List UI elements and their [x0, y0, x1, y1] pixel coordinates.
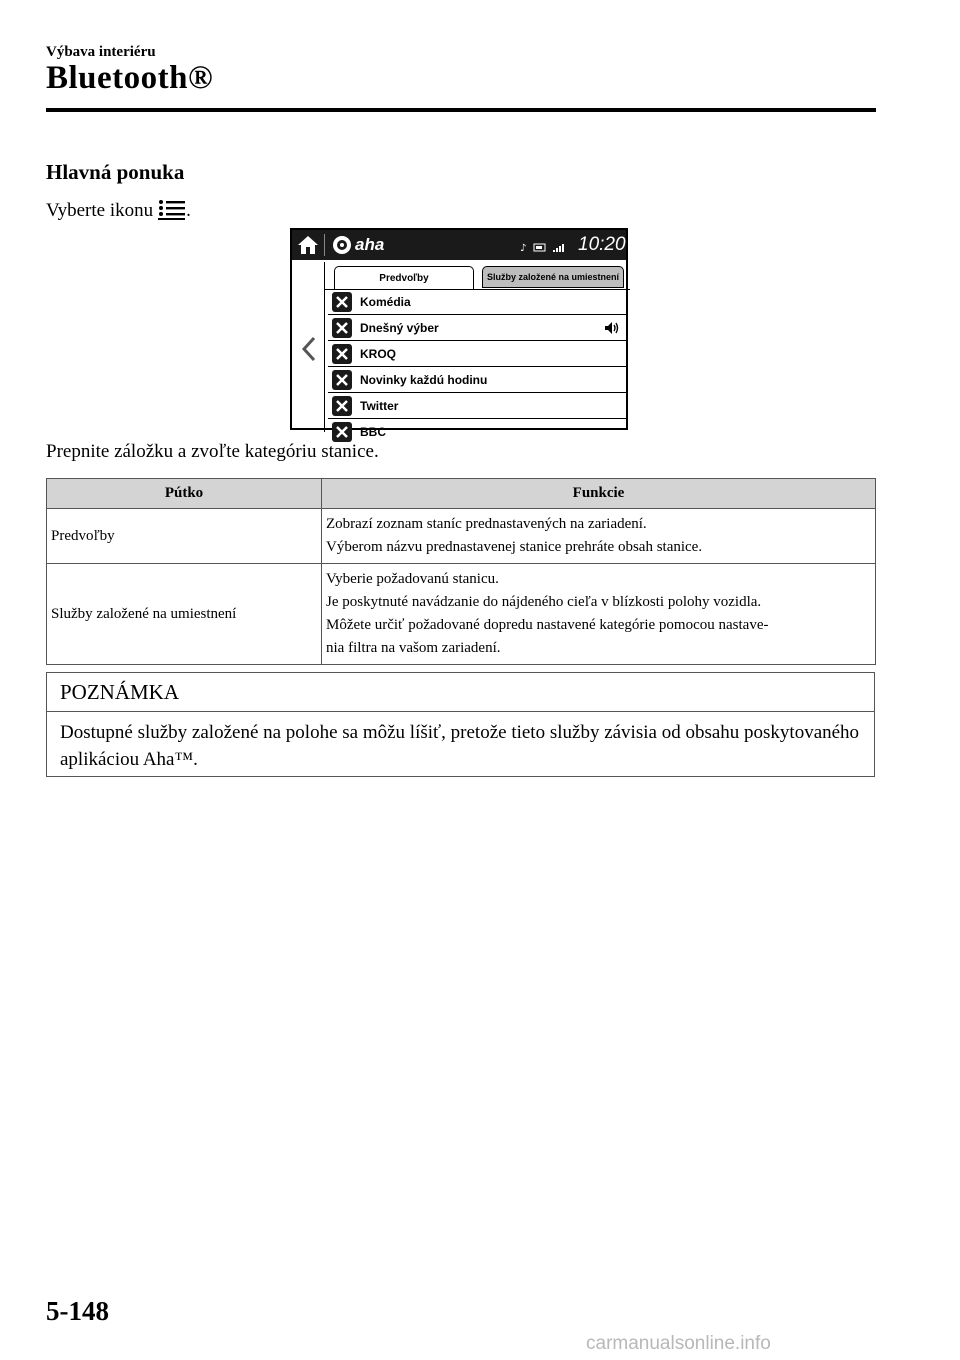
table-header: Pútko: [47, 479, 322, 509]
screen-header: [292, 230, 626, 260]
function-line: Je poskytnuté navádzanie do nájdeného cieľa v blízkosti polohy vozidla.: [326, 594, 762, 610]
station-icon: [332, 344, 352, 364]
page-title: Bluetooth®: [46, 60, 214, 96]
status-icons: [520, 240, 572, 252]
header-divider: [324, 234, 325, 256]
aha-screen: [290, 228, 628, 439]
function-line: Vyberie požadovanú stanicu.: [326, 571, 499, 587]
caption: Prepnite záložku a zvoľte kategóriu stanice.: [46, 441, 379, 462]
table-cell-function: [322, 564, 876, 665]
tab-presets[interactable]: Predvoľby: [334, 266, 474, 290]
station-row[interactable]: [328, 368, 628, 393]
page-number: 5-148: [46, 1296, 109, 1326]
station-name: Komédia: [360, 295, 411, 309]
clock: 10:20: [578, 234, 626, 255]
back-arrow-icon[interactable]: [300, 336, 318, 362]
list-icon: [158, 198, 186, 220]
station-name: Twitter: [360, 399, 399, 413]
table-row: [47, 564, 876, 665]
station-icon: [332, 422, 352, 442]
station-icon: [332, 370, 352, 390]
table-cell-function: [322, 509, 876, 564]
station-name: BBC: [360, 425, 386, 439]
station-icon: [332, 396, 352, 416]
table-header-row: [47, 479, 876, 509]
sub-heading: Hlavná ponuka: [46, 160, 185, 184]
station-icon: [332, 292, 352, 312]
speaker-icon: [604, 320, 620, 336]
station-row[interactable]: [328, 316, 628, 341]
instruction-text: [46, 200, 191, 222]
note-box: [46, 672, 875, 777]
station-row[interactable]: [328, 342, 628, 367]
functions-table: [46, 478, 876, 665]
function-line: nia filtra na vašom zariadení.: [326, 640, 501, 656]
home-icon[interactable]: [296, 233, 320, 257]
station-row[interactable]: [328, 394, 628, 419]
instruction-period: .: [186, 200, 191, 221]
table-cell-tab: Predvoľby: [47, 509, 322, 564]
station-name: Novinky každú hodinu: [360, 373, 488, 387]
title-rule: [46, 108, 876, 112]
table-cell-tab: Služby založené na umiestnení: [47, 564, 322, 665]
station-name: Dnešný výber: [360, 321, 439, 335]
station-name: KROQ: [360, 347, 396, 361]
table-row: [47, 509, 876, 564]
section-label: Výbava interiéru: [46, 44, 156, 60]
list-border: [324, 262, 325, 432]
function-line: Výberom názvu prednastavenej stanice prehráte obsah stanice.: [326, 539, 703, 555]
aha-logo-icon: [332, 235, 352, 255]
tab-location-services[interactable]: Služby založené na umiestnení: [482, 266, 624, 288]
table-header: Funkcie: [322, 479, 876, 509]
function-line: Môžete určiť požadované dopredu nastavené kategórie pomocou nastave-: [326, 617, 769, 633]
instruction-label: Vyberte ikonu: [46, 200, 154, 221]
svg-text:♪: ♪: [520, 243, 527, 254]
note-title: POZNÁMKA: [47, 673, 874, 712]
note-text: Dostupné služby založené na polohe sa môžu líšiť, pretože tieto služby závisia od obsahu poskytovaného aplikáciou Aha™.: [60, 722, 860, 770]
watermark: carmanualsonline.info: [586, 1333, 771, 1354]
station-icon: [332, 318, 352, 338]
app-name: aha: [355, 235, 385, 254]
station-row[interactable]: [328, 290, 628, 315]
function-line: Zobrazí zoznam staníc prednastavených na zariadení.: [326, 516, 647, 532]
